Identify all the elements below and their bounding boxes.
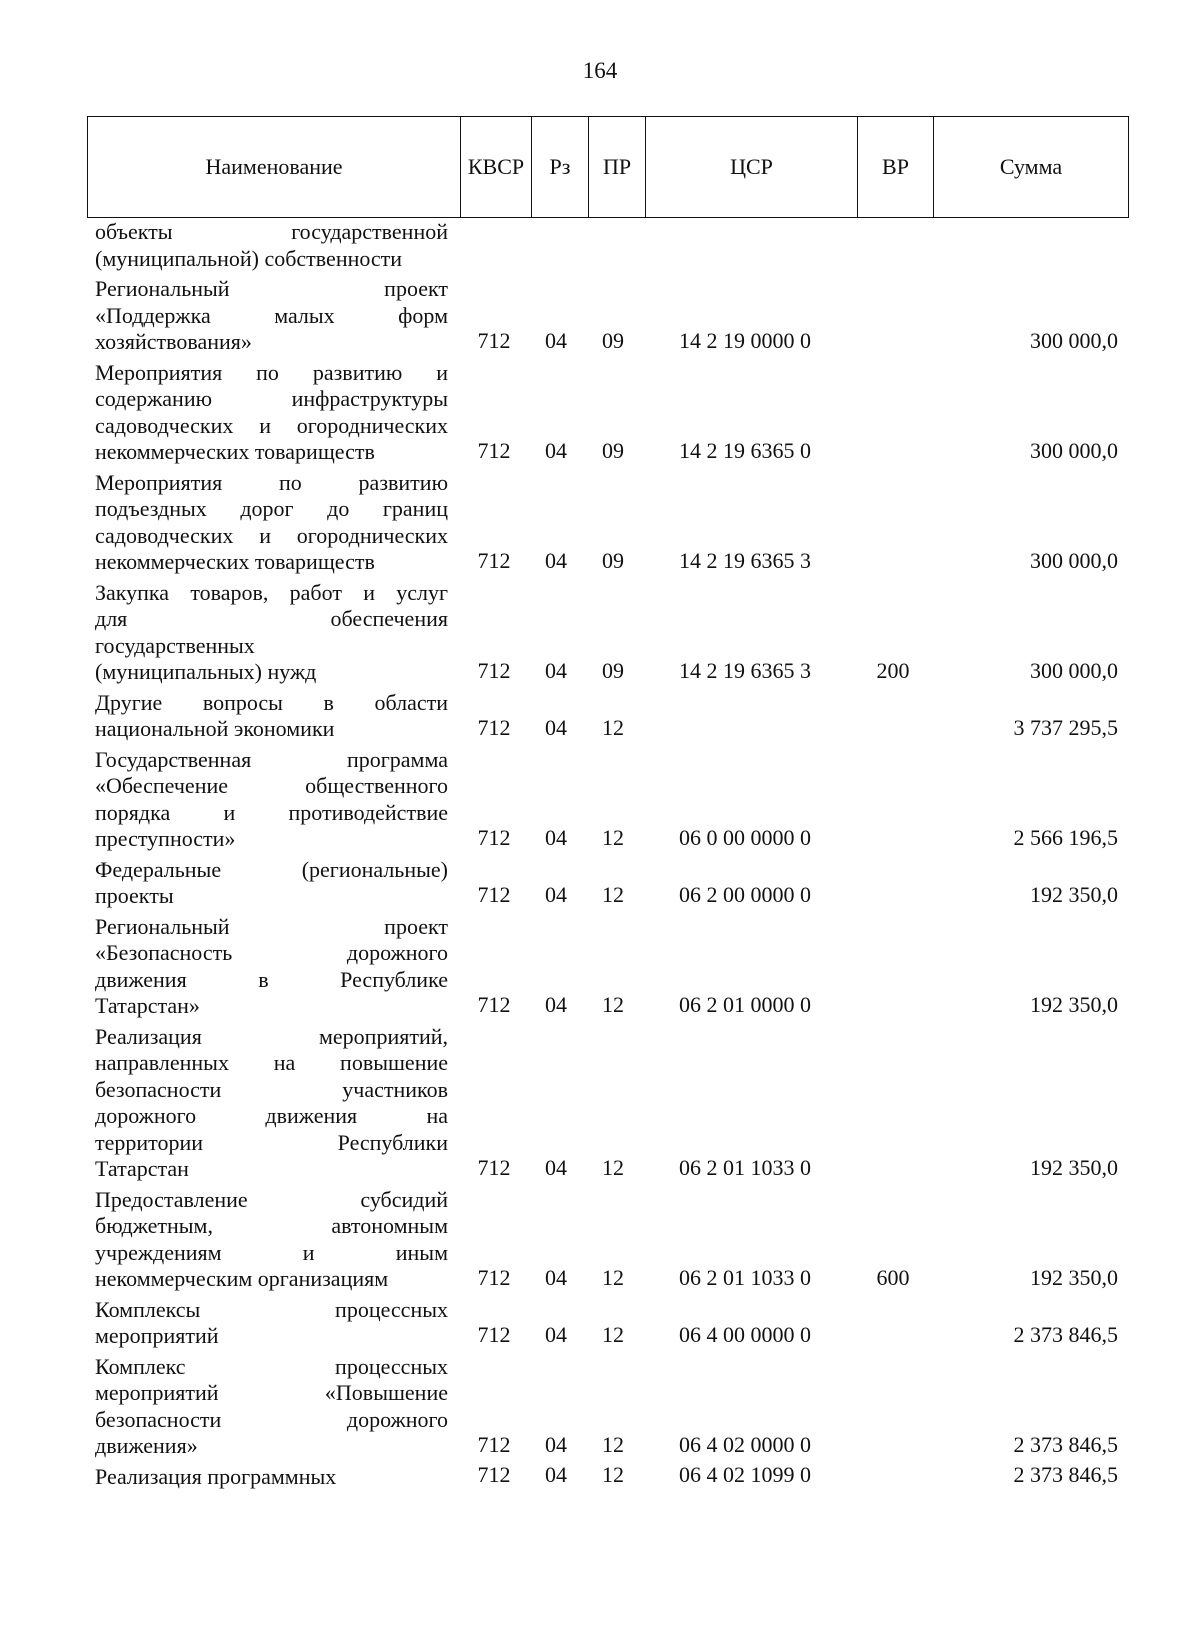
cell-kvsr: 712 <box>477 657 511 683</box>
cell-kvsr: 712 <box>477 991 511 1017</box>
cell-sum: 300 000,0 <box>1030 437 1118 463</box>
cell-csr: 14 2 19 6365 3 <box>679 657 811 683</box>
table-row <box>0 1024 1200 1183</box>
table-row <box>0 914 1200 1020</box>
cell-csr: 06 4 00 0000 0 <box>679 1321 811 1347</box>
cell-pr: 12 <box>602 714 624 740</box>
row-name-line: для обеспечения <box>95 606 448 631</box>
table-row <box>0 747 1200 853</box>
row-name-line: Татарстан <box>95 1156 189 1181</box>
cell-pr: 12 <box>602 1321 624 1347</box>
cell-pr: 09 <box>602 327 624 353</box>
cell-pr: 09 <box>602 657 624 683</box>
table-row <box>0 219 1200 272</box>
row-name-line: проекты <box>95 883 174 908</box>
row-name-line: Комплекс процессных <box>95 1353 448 1379</box>
cell-csr: 14 2 19 6365 0 <box>679 437 811 463</box>
cell-sum: 300 000,0 <box>1030 547 1118 573</box>
row-name-line: Реализация мероприятий, <box>95 1023 448 1049</box>
row-name-line: Государственная программа <box>95 746 448 772</box>
table-row <box>0 470 1200 576</box>
row-values <box>0 328 1200 354</box>
cell-pr: 09 <box>602 437 624 463</box>
row-values <box>0 1322 1200 1348</box>
row-values <box>0 1462 1200 1488</box>
cell-sum: 300 000,0 <box>1030 327 1118 353</box>
cell-kvsr: 712 <box>477 1431 511 1457</box>
row-values <box>0 244 1200 270</box>
row-name-line: национальной экономики <box>95 716 335 741</box>
row-name-line: некоммерческих товариществ <box>95 439 375 464</box>
table-header <box>87 116 1129 218</box>
row-name-line: Реализация программных <box>95 1463 337 1489</box>
cell-csr: 06 2 00 0000 0 <box>679 881 811 907</box>
header-kvsr: КВСР <box>461 117 532 217</box>
cell-sum: 192 350,0 <box>1030 1264 1118 1290</box>
row-name-line: направленных на повышение <box>95 1050 448 1075</box>
cell-rz: 04 <box>545 1321 567 1347</box>
cell-kvsr: 712 <box>477 824 511 850</box>
row-values <box>0 658 1200 684</box>
row-name-line: хозяйствования» <box>95 329 252 354</box>
row-name-line: некоммерческих товариществ <box>95 549 375 574</box>
cell-csr: 06 2 01 0000 0 <box>679 991 811 1017</box>
row-name-line: садоводческих и огороднических <box>95 412 448 438</box>
row-name-line: Предоставление субсидий <box>95 1186 448 1212</box>
table-row <box>0 580 1200 686</box>
cell-kvsr: 712 <box>477 1154 511 1180</box>
header-csr: ЦСР <box>646 117 858 217</box>
cell-rz: 04 <box>545 714 567 740</box>
cell-kvsr: 712 <box>477 327 511 353</box>
cell-pr: 12 <box>602 881 624 907</box>
cell-csr: 06 0 00 0000 0 <box>679 824 811 850</box>
table-row <box>0 690 1200 743</box>
row-values <box>0 1155 1200 1181</box>
row-name-line: «Обеспечение общественного <box>95 773 448 798</box>
row-name-line: Региональный проект <box>95 276 448 301</box>
cell-kvsr: 712 <box>477 437 511 463</box>
page-number: 164 <box>582 58 618 83</box>
row-name-line: движения» <box>95 1433 198 1458</box>
table-row <box>0 360 1200 466</box>
cell-rz: 04 <box>545 1462 567 1487</box>
row-name-line: безопасности участников <box>95 1076 448 1102</box>
row-values <box>0 825 1200 851</box>
cell-sum: 3 737 295,5 <box>1013 714 1118 740</box>
table-row <box>0 1297 1200 1350</box>
row-name-line: мероприятий <box>95 1323 219 1348</box>
cell-rz: 04 <box>545 991 567 1017</box>
cell-sum: 192 350,0 <box>1030 991 1118 1017</box>
cell-rz: 04 <box>545 327 567 353</box>
cell-sum: 192 350,0 <box>1030 1154 1118 1180</box>
cell-sum: 192 350,0 <box>1030 881 1118 907</box>
row-name-line: Татарстан» <box>95 993 200 1018</box>
header-sum: Сумма <box>999 154 1063 179</box>
cell-rz: 04 <box>545 437 567 463</box>
header-vr: ВР <box>858 117 934 217</box>
cell-pr: 12 <box>602 1431 624 1457</box>
cell-sum: 2 373 846,5 <box>1013 1321 1118 1347</box>
cell-sum: 2 373 846,5 <box>1013 1462 1118 1487</box>
cell-pr: 12 <box>602 824 624 850</box>
cell-kvsr: 712 <box>477 1264 511 1290</box>
row-name-line: Мероприятия по развитию <box>95 469 448 495</box>
cell-sum: 2 566 196,5 <box>1013 824 1118 850</box>
cell-sum: 2 373 846,5 <box>1013 1431 1118 1457</box>
row-name-line: подъездных дорог до границ <box>95 496 448 521</box>
cell-csr: 06 4 02 0000 0 <box>679 1431 811 1457</box>
cell-csr: 06 2 01 1033 0 <box>679 1264 811 1290</box>
row-name-line: Региональный проект <box>95 913 448 939</box>
row-name-line: (муниципальных) нужд <box>95 659 317 684</box>
cell-csr: 14 2 19 0000 0 <box>679 327 811 353</box>
cell-rz: 04 <box>545 881 567 907</box>
cell-kvsr: 712 <box>477 1321 511 1347</box>
header-rz: Рз <box>532 117 589 217</box>
row-name-line: садоводческих и огороднических <box>95 522 448 548</box>
row-name-line: Комплексы процессных <box>95 1296 448 1322</box>
cell-kvsr: 712 <box>477 547 511 573</box>
cell-csr: 14 2 19 6365 3 <box>679 547 811 573</box>
row-name-line: Федеральные (региональные) <box>95 856 448 882</box>
row-name-line: Другие вопросы в области <box>95 689 448 715</box>
cell-sum: 300 000,0 <box>1030 657 1118 683</box>
row-name-line: дорожного движения на <box>95 1103 448 1128</box>
table-row <box>0 1354 1200 1460</box>
cell-kvsr: 712 <box>477 881 511 907</box>
row-name-line: (муниципальной) собственности <box>95 245 403 271</box>
cell-kvsr: 712 <box>477 714 511 740</box>
row-name-line: Закупка товаров, работ и услуг <box>95 579 448 605</box>
row-name-line: бюджетным, автономным <box>95 1213 448 1238</box>
row-name-line: территории Республики <box>95 1129 448 1155</box>
row-values <box>0 1432 1200 1458</box>
row-values <box>0 992 1200 1018</box>
table-row <box>0 276 1200 356</box>
row-name-line: Мероприятия по развитию и <box>95 359 448 385</box>
cell-kvsr: 712 <box>477 1462 511 1487</box>
row-values <box>0 1265 1200 1291</box>
cell-rz: 04 <box>545 824 567 850</box>
table-row <box>0 1187 1200 1293</box>
cell-rz: 04 <box>545 1154 567 1180</box>
row-name-line: движения в Республике <box>95 966 448 992</box>
table-body <box>0 219 1200 1490</box>
cell-pr: 12 <box>602 991 624 1017</box>
row-name-line: объекты государственной <box>95 219 448 244</box>
cell-vr: 200 <box>876 657 910 683</box>
cell-rz: 04 <box>545 657 567 683</box>
row-name-line: государственных <box>95 632 255 658</box>
cell-csr: 06 4 02 1099 0 <box>679 1462 811 1487</box>
cell-pr: 12 <box>602 1462 624 1487</box>
row-name-line: мероприятий «Повышение <box>95 1380 448 1405</box>
row-values <box>0 438 1200 464</box>
cell-rz: 04 <box>545 547 567 573</box>
row-name-line: порядка и противодействие <box>95 799 448 825</box>
header-name: Наименование <box>88 117 461 217</box>
cell-pr: 12 <box>602 1154 624 1180</box>
row-name-line: содержанию инфраструктуры <box>95 386 448 411</box>
cell-pr: 09 <box>602 547 624 573</box>
table-row <box>0 1464 1200 1491</box>
cell-rz: 04 <box>545 1264 567 1290</box>
cell-rz: 04 <box>545 1431 567 1457</box>
cell-csr: 06 2 01 1033 0 <box>679 1154 811 1180</box>
cell-vr: 600 <box>876 1264 910 1290</box>
cell-pr: 12 <box>602 1264 624 1290</box>
row-values <box>0 882 1200 908</box>
table-row <box>0 857 1200 910</box>
row-name-line: некоммерческим организациям <box>95 1266 389 1291</box>
row-values <box>0 715 1200 741</box>
row-name-line: учреждениям и иным <box>95 1239 448 1265</box>
row-name-line: «Поддержка малых форм <box>95 302 448 328</box>
header-pr: ПР <box>589 117 646 217</box>
row-name-line: преступности» <box>95 826 236 851</box>
row-name-line: безопасности дорожного <box>95 1406 448 1432</box>
row-values <box>0 548 1200 574</box>
row-name-line: «Безопасность дорожного <box>95 940 448 965</box>
